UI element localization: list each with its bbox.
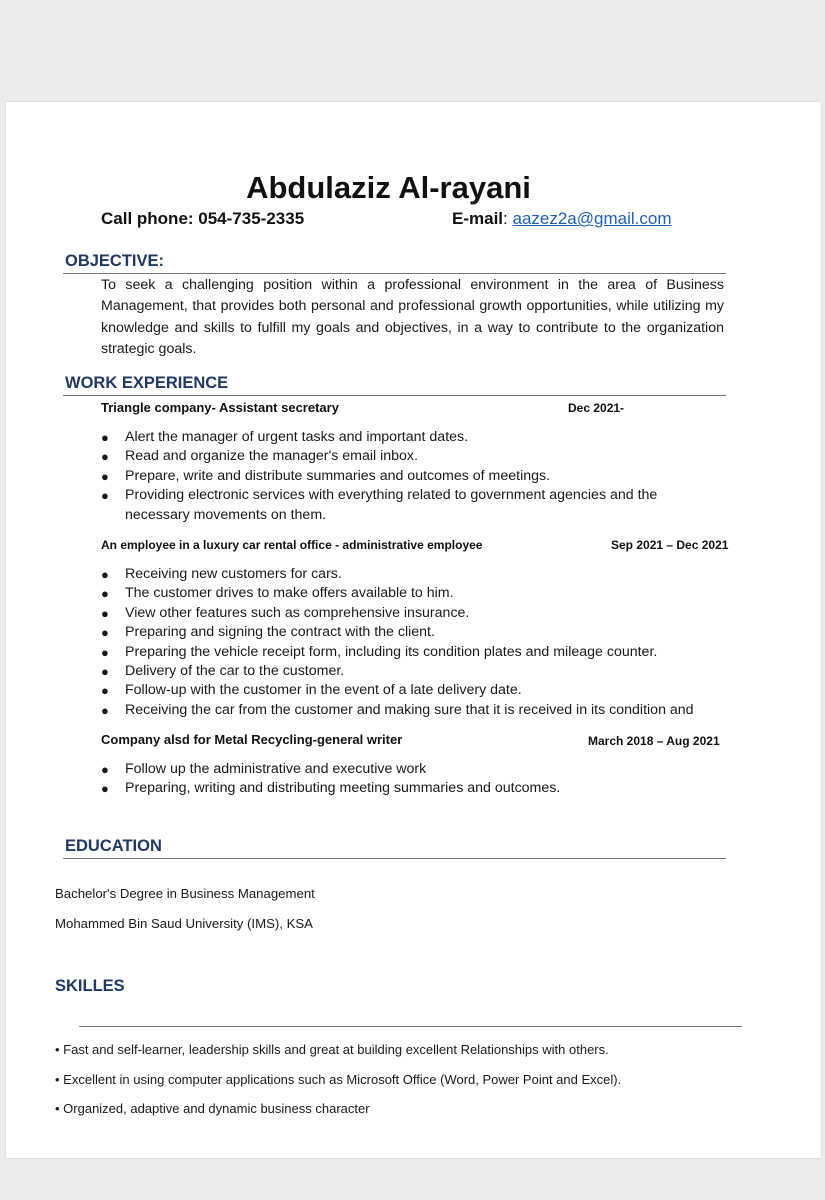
bullet-icon: ●: [101, 702, 109, 718]
list-item: [101, 779, 560, 798]
bullet-text: Preparing the vehicle receipt form, including its condition plates and mileage counter.: [125, 643, 658, 660]
job-bullet-list: [101, 428, 685, 525]
list-item: [101, 643, 694, 662]
email-separator: :: [503, 209, 513, 228]
job-date: March 2018 – Aug 2021: [588, 734, 720, 748]
education-degree: Bachelor's Degree in Business Management: [55, 886, 315, 901]
list-item: [101, 760, 560, 779]
resume-page: [6, 102, 821, 1158]
bullet-icon: ●: [101, 468, 109, 484]
bullet-icon: ●: [101, 488, 109, 504]
bullet-icon: ●: [101, 605, 109, 621]
bullet-text: Providing electronic services with everything related to government agencies and the necessary movements on them.: [125, 487, 658, 523]
bullet-text: Delivery of the car to the customer.: [125, 662, 345, 679]
objective-divider: [63, 273, 726, 274]
work-experience-heading: WORK EXPERIENCE: [65, 374, 229, 392]
bullet-text: Read and organize the manager's email inbox.: [125, 448, 418, 465]
job-title: Triangle company- Assistant secretary: [101, 400, 339, 415]
list-item: [101, 604, 694, 623]
bullet-icon: ●: [101, 781, 109, 797]
education-heading: EDUCATION: [65, 837, 162, 855]
candidate-name: Abdulaziz Al-rayani: [246, 170, 531, 205]
education-divider: [63, 858, 726, 859]
bullet-text: The customer drives to make offers available to him.: [125, 585, 454, 602]
list-item: [101, 662, 694, 681]
email-label: E-mail: [452, 209, 504, 228]
bullet-text: View other features such as comprehensive insurance.: [125, 604, 470, 621]
bullet-icon: ●: [101, 762, 109, 777]
job-bullet-list: [101, 565, 694, 720]
bullet-icon: ●: [101, 430, 109, 445]
skill-item: • Organized, adaptive and dynamic business character: [55, 1101, 370, 1116]
objective-heading: OBJECTIVE:: [65, 252, 165, 270]
skills-divider: [79, 1026, 742, 1027]
bullet-text: Prepare, write and distribute summaries and outcomes of meetings.: [125, 467, 551, 484]
list-item: [101, 486, 685, 525]
job-date: Dec 2021-: [568, 401, 625, 415]
skill-item: • Fast and self-learner, leadership skills and great at building excellent Relationships with others.: [55, 1042, 609, 1057]
list-item: [101, 681, 694, 700]
job-date: Sep 2021 – Dec 2021: [611, 538, 729, 552]
bullet-icon: ●: [101, 625, 109, 641]
list-item: [101, 584, 694, 603]
bullet-text: Receiving new customers for cars.: [125, 566, 342, 582]
bullet-text: Preparing and signing the contract with the client.: [125, 624, 435, 641]
bullet-icon: ●: [101, 644, 109, 660]
bullet-icon: ●: [101, 663, 109, 679]
list-item: [101, 623, 694, 642]
list-item: [101, 447, 685, 466]
bullet-icon: ●: [101, 449, 109, 465]
skills-heading: SKILLES: [55, 977, 125, 995]
list-item: [101, 565, 694, 584]
bullet-text: Alert the manager of urgent tasks and important dates.: [125, 429, 469, 445]
list-item: [101, 428, 685, 447]
job-title: Company alsd for Metal Recycling-general writer: [101, 732, 403, 747]
bullet-text: Follow-up with the customer in the event of a late delivery date.: [125, 682, 522, 699]
bullet-icon: ●: [101, 586, 109, 602]
education-school: Mohammed Bin Saud University (IMS), KSA: [55, 916, 313, 931]
email-line: [452, 209, 671, 229]
list-item: [101, 701, 694, 720]
bullet-icon: ●: [101, 567, 109, 582]
bullet-text: Preparing, writing and distributing meeting summaries and outcomes.: [125, 780, 561, 797]
list-item: [101, 467, 685, 486]
job-title: An employee in a luxury car rental office - administrative employee: [101, 538, 483, 552]
bullet-text: Follow up the administrative and executive work: [125, 761, 427, 777]
email-link[interactable]: aazez2a@gmail.com: [512, 209, 672, 228]
phone-line: Call phone: 054-735-2335: [101, 209, 305, 228]
objective-text: To seek a challenging position within a professional environment in the area of Business Management, that provides both personal and professional growth opportunities, while utilizing my knowledge and skills to fulfill my goals and objectives, in a way to contribute to the organization strategic goals.: [101, 277, 724, 357]
bullet-text: Receiving the car from the customer and making sure that it is received in its condition and: [125, 701, 694, 718]
bullet-icon: ●: [101, 683, 109, 699]
work-experience-divider: [63, 395, 726, 396]
job-bullet-list: [101, 760, 560, 799]
skill-item: • Excellent in using computer applications such as Microsoft Office (Word, Power Point and Excel).: [55, 1072, 622, 1087]
